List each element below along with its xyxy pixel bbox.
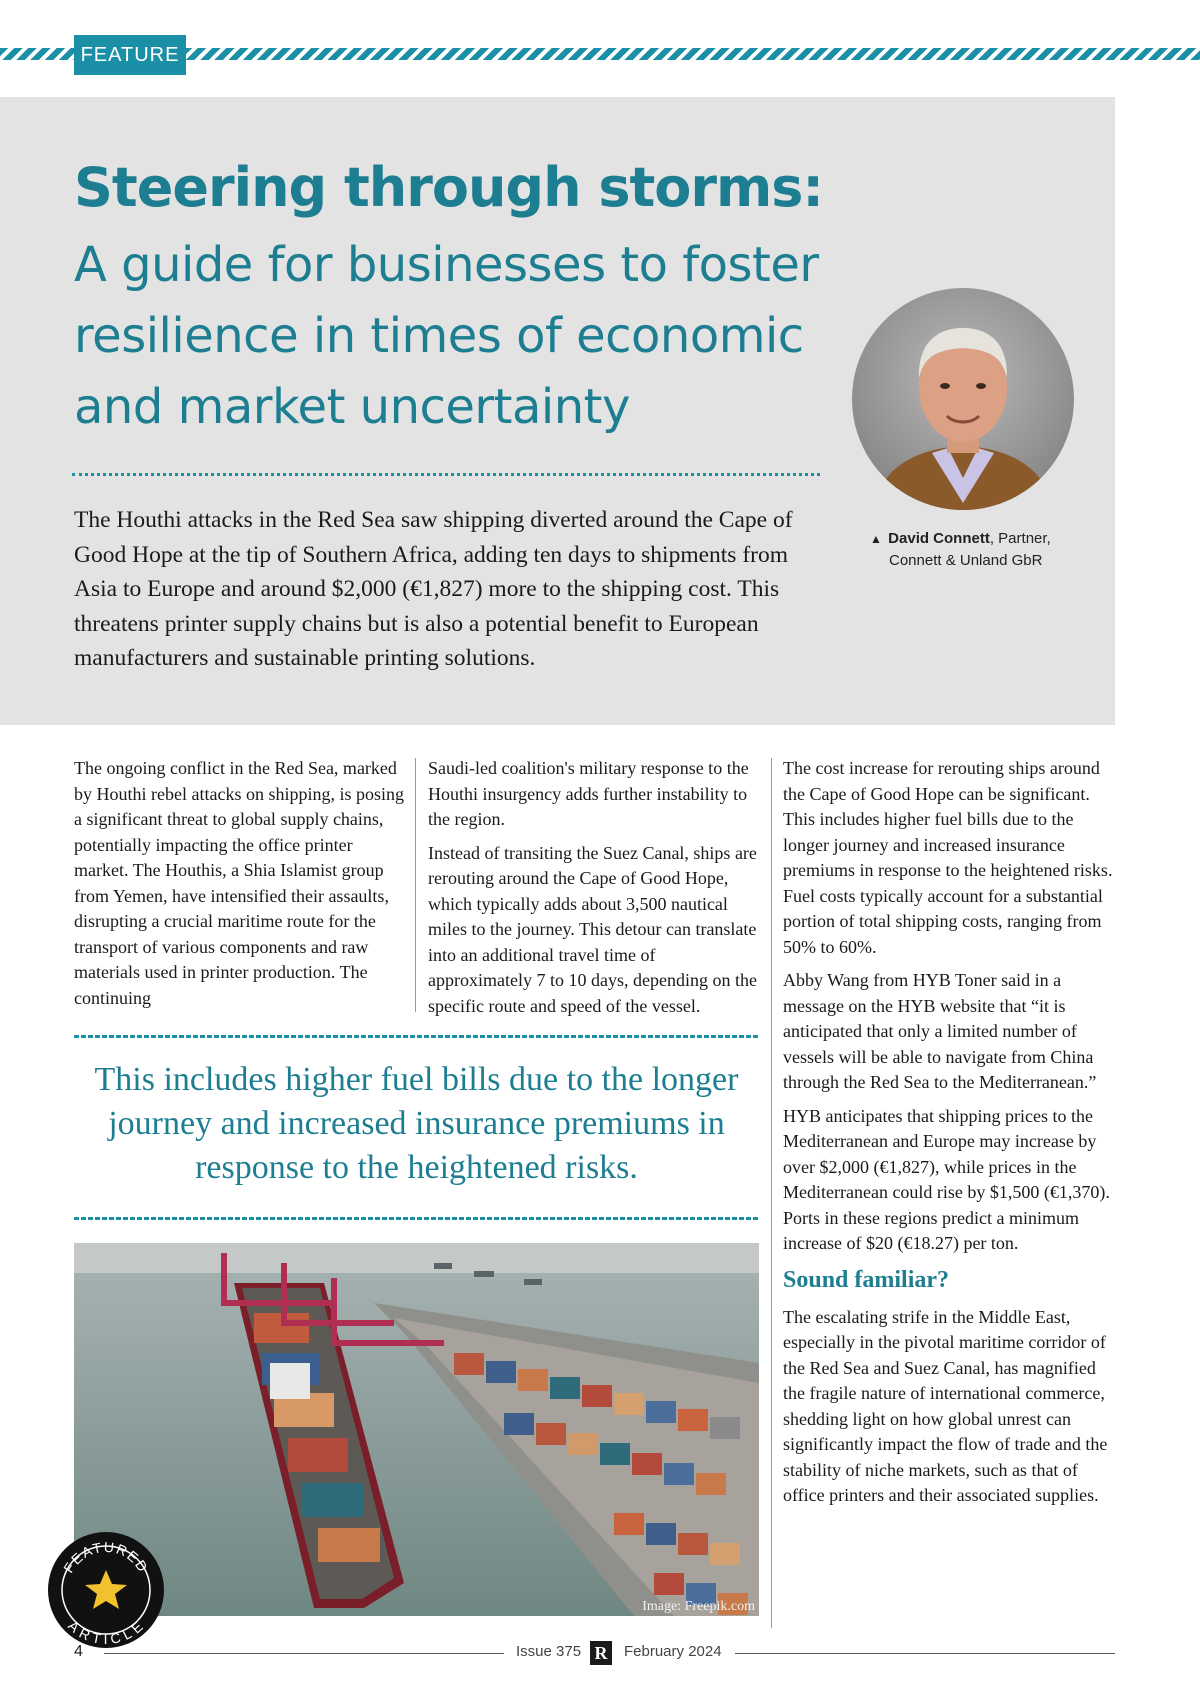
footer-rule <box>735 1653 1115 1654</box>
magazine-logo: R <box>590 1641 612 1665</box>
column-divider <box>415 758 416 1012</box>
body-paragraph: The cost increase for rerouting ships around the Cape of Good Hope can be significant. This includes higher fuel bills due to the longer journey and increased insurance premiums in response to the heightened risks. Fuel costs typically account for a substantial portion of total shipping costs, ranging from 50% to 60%. <box>783 758 1113 957</box>
photo-credit: Image: Freepik.com <box>642 1599 755 1614</box>
subtitle-line: A guide for businesses to foster <box>74 237 819 293</box>
column-1 <box>74 756 408 1019</box>
issue-number: Issue 375 <box>516 1643 582 1660</box>
author-portrait <box>852 288 1074 510</box>
author-role: , Partner, <box>989 530 1051 547</box>
author-company: Connett & Unland GbR <box>889 552 1043 569</box>
article-title: Steering through storms: <box>74 156 824 219</box>
body-paragraph: Saudi-led coalition's military response to the Houthi insurgency adds further instability to the region. <box>428 758 749 829</box>
pull-quote-top-rule <box>74 1035 759 1038</box>
footer-rule <box>104 1653 504 1654</box>
column-2 <box>428 756 762 1027</box>
pull-quote: This includes higher fuel bills due to the longer journey and increased insurance premiums in response to the heightened risks. <box>94 1061 739 1186</box>
section-subhead: Sound familiar? <box>783 1266 950 1293</box>
body-paragraph: Abby Wang from HYB Toner said in a message on the HYB website that “it is anticipated that only a limited number of vessels will be able to navigate from China through the Red Sea to the Mediterranean.” <box>783 970 1097 1092</box>
standfirst: The Houthi attacks in the Red Sea saw shipping diverted around the Cape of Good Hope at the tip of Southern Africa, adding ten days to shipments from Asia to Europe and around $2,000 (€1,827) more to the shipping cost. This threatens printer supply chains but is also a potential benefit to European manufacturers and sustainable printing solutions. <box>74 507 793 671</box>
title-divider <box>72 473 820 476</box>
badge-bottom-text: ARTICLE <box>65 1617 147 1648</box>
issue-date: February 2024 <box>624 1643 722 1660</box>
section-tag: FEATURE <box>74 35 186 75</box>
container-ship-photo <box>74 1243 759 1616</box>
subtitle-line: resilience in times of economic <box>74 308 804 364</box>
author-name: David Connett <box>888 530 990 547</box>
portrait-caption <box>870 528 1100 571</box>
article-subtitle <box>74 230 854 443</box>
pull-quote-bottom-rule <box>74 1217 759 1220</box>
body-paragraph: The ongoing conflict in the Red Sea, marked by Houthi rebel attacks on shipping, is posing a significant threat to global supply chains, potentially impacting the office printer market. The Houthis, a Shia Islamist group from Yemen, have intensified their assaults, disrupting a crucial maritime route for the transport of various components and raw materials used in printer production. The continuing <box>74 758 404 1008</box>
column-divider <box>771 758 772 1628</box>
badge-top-text: FEATURED <box>60 1538 152 1576</box>
body-paragraph: Instead of transiting the Suez Canal, ships are rerouting around the Cape of Good Hope, which typically adds about 3,500 nautical miles to the journey. This detour can translate into an additional travel time of approximately 7 to 10 days, depending on the specific route and speed of the vessel. <box>428 842 757 1016</box>
triangle-up-icon: ▲ <box>870 532 882 546</box>
page-number: 4 <box>74 1643 83 1660</box>
body-paragraph: HYB anticipates that shipping prices to the Mediterranean and Europe may increase by over $2,000 (€1,827), while prices in the Mediterranean could rise by $1,500 (€1,370). Ports in these regions predict a minimum increase of $20 (€18.27) per ton. <box>783 1105 1110 1253</box>
subtitle-line: and market uncertainty <box>74 379 630 435</box>
body-paragraph: The escalating strife in the Middle East, especially in the pivotal maritime corridor of the Red Sea and Suez Canal, has magnified the fragile nature of international commerce, shedding light on how global unrest can significantly impact the flow of trade and the stability of niche markets, such as that of office printers and their associated supplies. <box>783 1306 1108 1505</box>
featured-article-badge <box>46 1530 166 1650</box>
column-3 <box>783 756 1119 1517</box>
